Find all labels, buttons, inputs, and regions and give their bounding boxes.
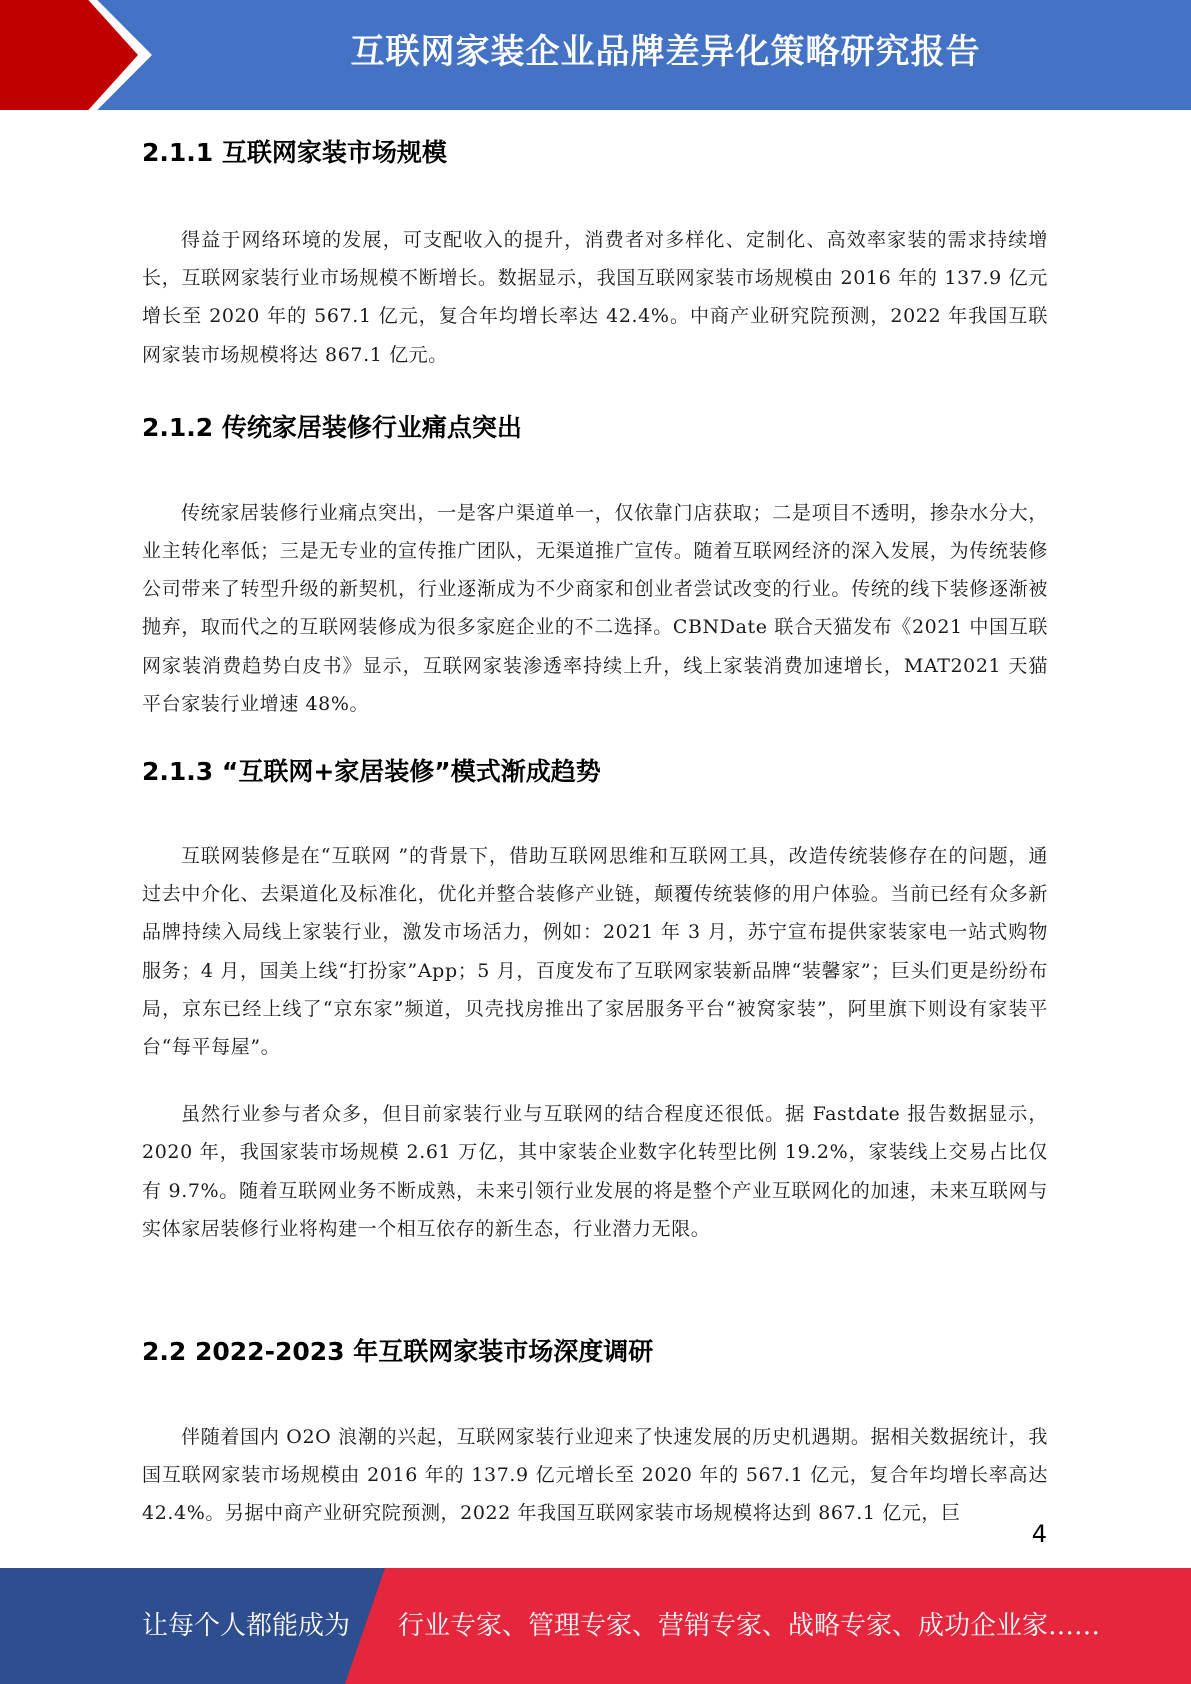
section-heading-2-1-2: 2.1.2 传统家居装修行业痛点突出 bbox=[142, 412, 522, 442]
section-paragraph-2-2: 伴随着国内 O2O 浪潮的兴起，互联网家装行业迎来了快速发展的历史机遇期。据相关数据统计，我国互联网家装市场规模由 2016 年的 137.9 亿元增长至 2020 年的 567.1 亿元，复合年均增长率高达 42.4%。另据中商产业研究院预测，2022 年我国互联网家装市场规模将达到 867.1 亿元，巨 bbox=[142, 1426, 1048, 1525]
section-heading-2-1-1: 2.1.1 互联网家装市场规模 bbox=[142, 138, 447, 167]
header-chevron bbox=[0, 0, 138, 110]
section-paragraph-2-1-3-b: 虽然行业参与者众多，但目前家装行业与互联网的结合程度还很低。据 Fastdate 报告数据显示，2020 年，我国家装市场规模 2.61 万亿，其中家装企业数字化转型比例 19.2%，家装线上交易占比仅有 9.7%。随着互联网业务不断成熟，未来引领行业发展的将是整个产业互联网化的加速，未来互联网与实体家居装修行业将构建一个相互依存的新生态，行业潜力无限。 bbox=[142, 1103, 1048, 1240]
document-body bbox=[142, 110, 1048, 1533]
page-footer bbox=[0, 1568, 1191, 1684]
report-title: 互联网家装企业品牌差异化策略研究报告 bbox=[350, 32, 981, 72]
section-paragraph-2-1-2: 传统家居装修行业痛点突出，一是客户渠道单一，仅依靠门店获取；二是项目不透明，掺杂水分大，业主转化率低；三是无专业的宣传推广团队，无渠道推广宣传。随着互联网经济的深入发展，为传统装修公司带来了转型升级的新契机，行业逐渐成为不少商家和创业者尝试改变的行业。传统的线下装修逐渐被抛弃，取而代之的互联网装修成为很多家庭企业的不二选择。CBNDate 联合天猫发布《2021 中国互联网家装消费趋势白皮书》显示，互联网家装渗透率持续上升，线上家装消费加速增长，MAT2021 天猫平台家装行业增速 48%。 bbox=[142, 501, 1048, 715]
section-heading-2-1-3: 2.1.3 “互联网+家居装修”模式渐成趋势 bbox=[142, 757, 601, 787]
footer-slogan-left: 让每个人都能成为 bbox=[142, 1611, 351, 1641]
section-paragraph-2-1-3-a: 互联网装修是在“互联网 ”的背景下，借助互联网思维和互联网工具，改造传统装修存在的问题，通过去中介化、去渠道化及标准化，优化并整合装修产业链，颠覆传统装修的用户体验。当前已经有众多新品牌持续入局线上家装行业，激发市场活力，例如：2021 年 3 月，苏宁宣布提供家装家电一站式购物服务；4 月，国美上线“打扮家”App；5 月，百度发布了互联网家装新品牌“装馨家”；巨头们更是纷纷布局，京东已经上线了“京东家”频道，贝壳找房推出了家居服务平台“被窝家装”，阿里旗下则设有家装平台“每平每屋”。 bbox=[142, 845, 1048, 1059]
section-heading-2-2: 2.2 2022-2023 年互联网家装市场深度调研 bbox=[142, 1337, 654, 1367]
footer-slogan-right: 行业专家、管理专家、营销专家、战略专家、成功企业家…… bbox=[398, 1611, 1101, 1641]
page-header bbox=[0, 0, 1191, 110]
section-paragraph-2-1-1: 得益于网络环境的发展，可支配收入的提升，消费者对多样化、定制化、高效率家装的需求持续增长，互联网家装行业市场规模不断增长。数据显示，我国互联网家装市场规模由 2016 年的 137.9 亿元增长至 2020 年的 567.1 亿元，复合年均增长率达 42.4%。中商产业研究院预测，2022 年我国互联网家装市场规模将达 867.1 亿元。 bbox=[142, 229, 1048, 366]
page-number: 4 bbox=[1031, 1520, 1047, 1548]
